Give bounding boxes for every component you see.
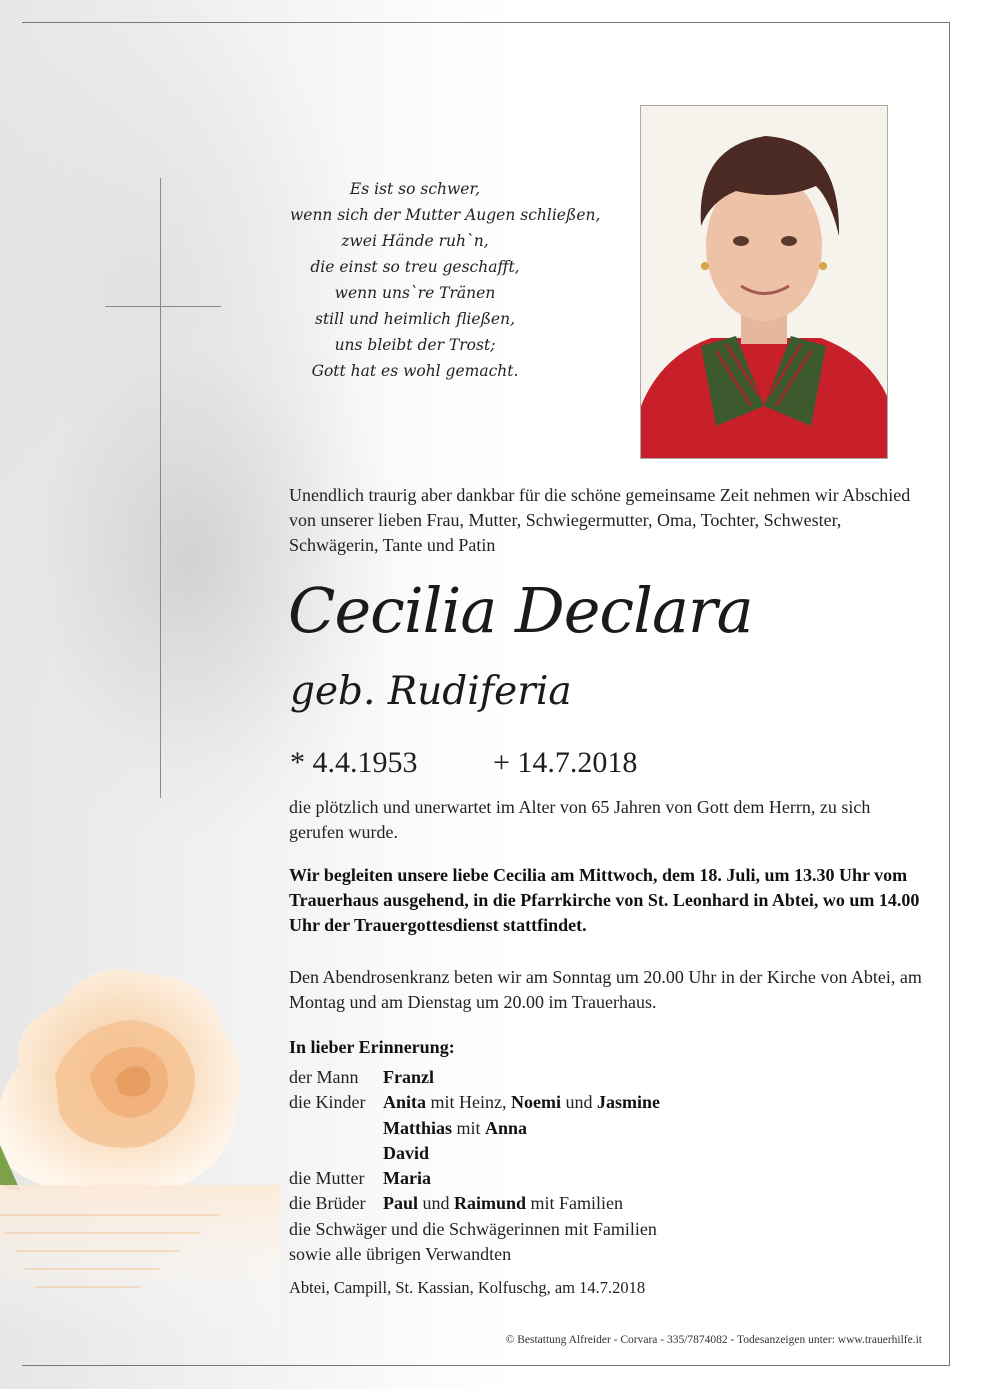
poem-line: uns bleibt der Trost; xyxy=(334,336,496,354)
poem-line: die einst so treu geschafft, xyxy=(310,258,520,276)
mourner-name: Noemi xyxy=(511,1092,561,1113)
poem-line: Gott hat es wohl gemacht. xyxy=(311,362,519,380)
mourner-name: Franzl xyxy=(383,1067,434,1087)
death-date: + 14.7.2018 xyxy=(493,746,638,779)
intro-text: Unendlich traurig aber dankbar für die schöne gemeinsame Zeit nehmen wir Abschied von unserer lieben Frau, Mutter, Schwiegermutter, Oma, Tochter, Schwester, Schwägerin, Tante und Patin xyxy=(289,485,911,555)
mourner-row xyxy=(289,1116,929,1141)
maiden-name: geb. Rudiferia xyxy=(290,669,572,714)
cross-vertical-bar xyxy=(160,178,161,798)
mourner-row xyxy=(289,1217,929,1242)
mourners-list xyxy=(289,1065,929,1267)
mourner-row xyxy=(289,1191,929,1216)
frame-line-right xyxy=(949,22,950,1366)
mourner-text: mit Familien xyxy=(530,1193,624,1214)
rose-image xyxy=(0,915,280,1335)
mourner-text: und xyxy=(565,1092,593,1113)
deceased-name: Cecilia Declara xyxy=(288,574,753,647)
mourner-text: mit xyxy=(456,1117,481,1138)
poem-line: still und heimlich fließen, xyxy=(314,310,516,328)
relation-label: die Kinder xyxy=(289,1092,366,1113)
mourner-text: mit Heinz, xyxy=(430,1092,507,1113)
footer-credit: © Bestattung Alfreider - Corvara - 335/7874082 - Todesanzeigen unter: www.trauerhilfe.it xyxy=(505,1334,922,1346)
mourner-name: Maria xyxy=(383,1168,431,1189)
frame-line-top xyxy=(22,22,950,23)
birth-date: * 4.4.1953 xyxy=(290,746,418,779)
mourner-text: sowie alle übrigen Verwandten xyxy=(289,1244,512,1265)
poem-line: zwei Hände ruh`n, xyxy=(341,232,489,250)
mourner-name: Matthias xyxy=(383,1117,452,1138)
mourner-row xyxy=(289,1141,929,1166)
mourner-row xyxy=(289,1065,929,1090)
rosary-details: Den Abendrosenkranz beten wir am Sonntag um 20.00 Uhr in der Kirche von Abtei, am Montag und am Dienstag um 20.00 im Trauerhaus. xyxy=(289,967,922,1012)
place-and-date: Abtei, Campill, St. Kassian, Kolfuschg, am 14.7.2018 xyxy=(289,1278,646,1297)
relation-label: der Mann xyxy=(289,1067,359,1087)
mourner-name: David xyxy=(383,1142,430,1163)
mourner-name: Raimund xyxy=(454,1193,527,1214)
poem-line: Es ist so schwer, xyxy=(349,180,481,198)
memory-heading: In lieber Erinnerung: xyxy=(289,1037,455,1057)
funeral-details: Wir begleiten unsere liebe Cecilia am Mittwoch, dem 18. Juli, um 13.30 Uhr vom Trauerhaus ausgehend, in die Pfarrkirche von St. Leonhard in Abtei, wo um 14.00 Uhr der Trauergottesdienst stattfindet. xyxy=(289,865,920,935)
portrait-photo xyxy=(640,105,888,459)
relation-label: die Brüder xyxy=(289,1193,366,1214)
mourner-text: die Schwäger und die Schwägerinnen mit Familien xyxy=(289,1218,657,1239)
cross-horizontal-bar xyxy=(105,306,221,307)
poem-line: wenn sich der Mutter Augen schließen, xyxy=(290,206,601,224)
mourner-name: Anita xyxy=(383,1092,427,1113)
mourner-row xyxy=(289,1242,929,1267)
poem xyxy=(290,176,601,384)
death-notice-text: die plötzlich und unerwartet im Alter von 65 Jahren von Gott dem Herrn, zu sich gerufen wurde. xyxy=(289,797,871,842)
poem-line: wenn uns`re Tränen xyxy=(334,284,496,302)
life-dates xyxy=(290,743,637,783)
mourner-text: und xyxy=(422,1193,450,1214)
mourner-name: Jasmine xyxy=(596,1092,660,1113)
mourner-row xyxy=(289,1090,929,1115)
relation-label: die Mutter xyxy=(289,1168,365,1189)
mourner-name: Paul xyxy=(383,1193,419,1214)
mourner-name: Anna xyxy=(485,1117,528,1138)
frame-line-bottom xyxy=(22,1365,950,1366)
mourner-row xyxy=(289,1166,929,1191)
